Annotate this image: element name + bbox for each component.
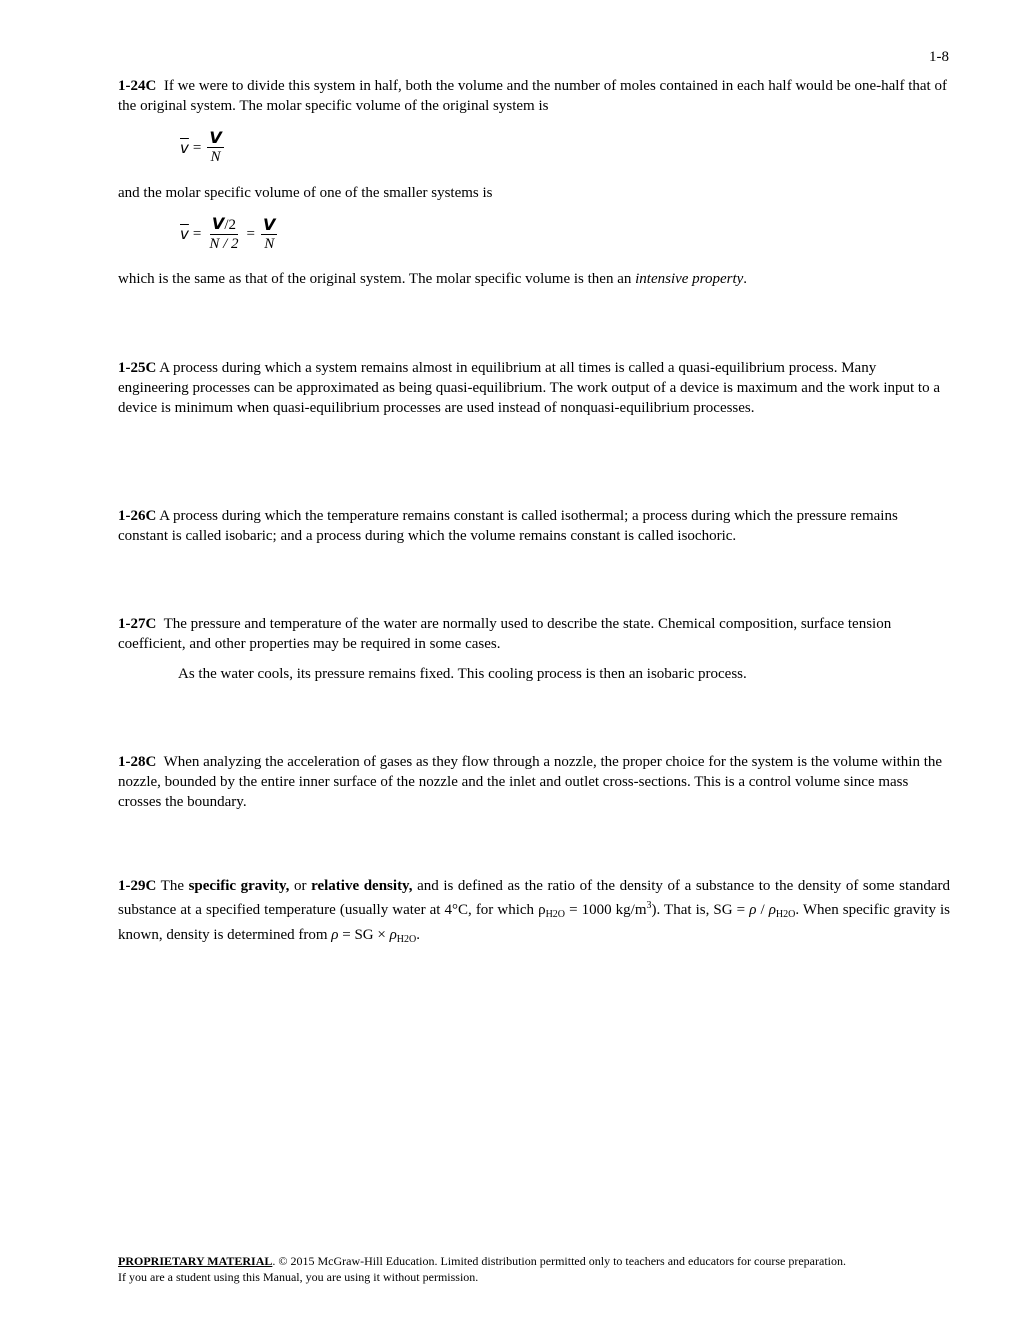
superscript: 3 [646, 900, 652, 911]
section-label: 1-28C [118, 754, 157, 770]
section-label: 1-24C [118, 78, 157, 94]
section-1-24c-p3 [118, 269, 950, 289]
section-label: 1-26C [118, 508, 157, 524]
section-text [118, 614, 950, 654]
section-1-27c [118, 614, 950, 684]
section-1-28c [118, 752, 950, 812]
rho-symbol: ρ [331, 927, 339, 943]
formula-density [331, 927, 416, 943]
text-run: and is defined as the ratio of the density of a substance to the density of some standard substance at a specified temperature (usually water at 4°C, for which ρ [118, 878, 950, 918]
equals-sign: = [246, 226, 256, 242]
fraction-denominator: N [210, 149, 221, 165]
rho-symbol: ρ [389, 927, 397, 943]
equals-sign: = [192, 226, 202, 242]
subscript: H2O [775, 909, 796, 920]
text-run: . [416, 927, 420, 943]
section-label: 1-27C [118, 616, 157, 632]
text-run: = 1000 kg/m [565, 902, 647, 918]
footer-line-1 [118, 1253, 958, 1269]
fraction-numerator [210, 215, 238, 235]
section-text [118, 876, 950, 950]
section-text [118, 358, 950, 418]
section-1-29c [118, 876, 950, 950]
fraction [207, 215, 240, 253]
rho-symbol: ρ [749, 902, 757, 918]
section-text: If we were to divide this system in half, both the volume and the number of moles contained in each half would be one-half that of the original system. The molar specific volume of the original system is [118, 78, 947, 114]
fraction-denominator: N / 2 [209, 236, 239, 252]
section-text: and the molar specific volume of one of the smaller systems is [118, 185, 493, 201]
formula-sg [713, 902, 795, 918]
text-run: or [289, 878, 312, 894]
section-text-indented: As the water cools, its pressure remains fixed. This cooling process is then an isobaric process. [178, 666, 747, 682]
numerator-rest: /2 [224, 217, 236, 233]
formula-text: SG = [713, 902, 750, 918]
section-1-24c-p2 [118, 183, 950, 203]
text-run: A process during which the temperature remains constant is called isothermal; a process during which the pressure remains constant is called isobaric; and a process during which the volume remains constant is called isochoric. [118, 508, 898, 544]
section-1-24c-p1 [118, 76, 950, 116]
text-run: The pressure and temperature of the water are normally used to describe the state. Chemical composition, surface tension coefficient, and other properties may be required in some cases. [118, 616, 892, 652]
fraction-denominator: N [264, 235, 275, 252]
formula-text: = SG × [338, 927, 390, 943]
fraction-numerator: V [263, 214, 276, 234]
fraction-numerator: V [209, 128, 222, 147]
section-label: 1-29C [118, 878, 157, 894]
section-label: 1-25C [118, 360, 157, 376]
equals-sign: = [192, 139, 202, 156]
fraction [207, 129, 223, 166]
section-text [118, 506, 950, 546]
rho-symbol: ρ [768, 902, 776, 918]
volume-symbol: V [211, 214, 225, 233]
text-run: . When specific gravity is known, density is determined from [118, 902, 951, 943]
text-run: which is the same as that of the original system. The molar specific volume is then an [118, 271, 636, 287]
text-run: The [160, 878, 189, 894]
subscript: H2O [545, 909, 566, 920]
section-1-24c [118, 76, 950, 116]
page-number: 1-8 [929, 49, 949, 65]
text-run: ). That is, [651, 902, 714, 918]
text-run: . [743, 271, 748, 287]
section-1-26c [118, 506, 950, 546]
molar-volume-symbol: $\overline{v}$ [180, 138, 189, 157]
section-text [118, 752, 950, 812]
fraction [261, 216, 277, 253]
text-run: A process during which a system remains almost in equilibrium at all times is called a quasi-equilibrium process. Many engineering processes can be approximated as being quasi-equilibrium. The work output of a device is maximum and the work input to a device is minimum when quasi-equilibrium processes are used instead of nonquasi-equilibrium processes. [118, 360, 941, 416]
molar-volume-symbol: $\overline{v}$ [180, 225, 189, 243]
equation-molar-volume-half [180, 215, 279, 253]
formula-text: / [756, 902, 769, 918]
footer [118, 1253, 958, 1285]
section-1-25c [118, 358, 950, 418]
section-text [118, 269, 950, 289]
bold-term: specific gravity, [188, 878, 290, 894]
footer-text: . © 2015 McGraw-Hill Education. Limited distribution permitted only to teachers and educators for course preparation. [272, 1254, 846, 1268]
emphasis: intensive property [635, 271, 744, 287]
bold-term: relative density, [311, 878, 413, 894]
text-run: When analyzing the acceleration of gases as they flow through a nozzle, the proper choice for the system is the volume within the nozzle, bounded by the entire inner surface of the nozzle and the inlet and outlet cross-sections. This is a control volume since mass crosses the boundary. [118, 754, 943, 810]
subscript: H2O [396, 934, 417, 945]
proprietary-label: PROPRIETARY MATERIAL [118, 1254, 273, 1268]
equation-molar-volume-original [180, 129, 226, 166]
footer-line-2: If you are a student using this Manual, you are using it without permission. [118, 1270, 479, 1284]
